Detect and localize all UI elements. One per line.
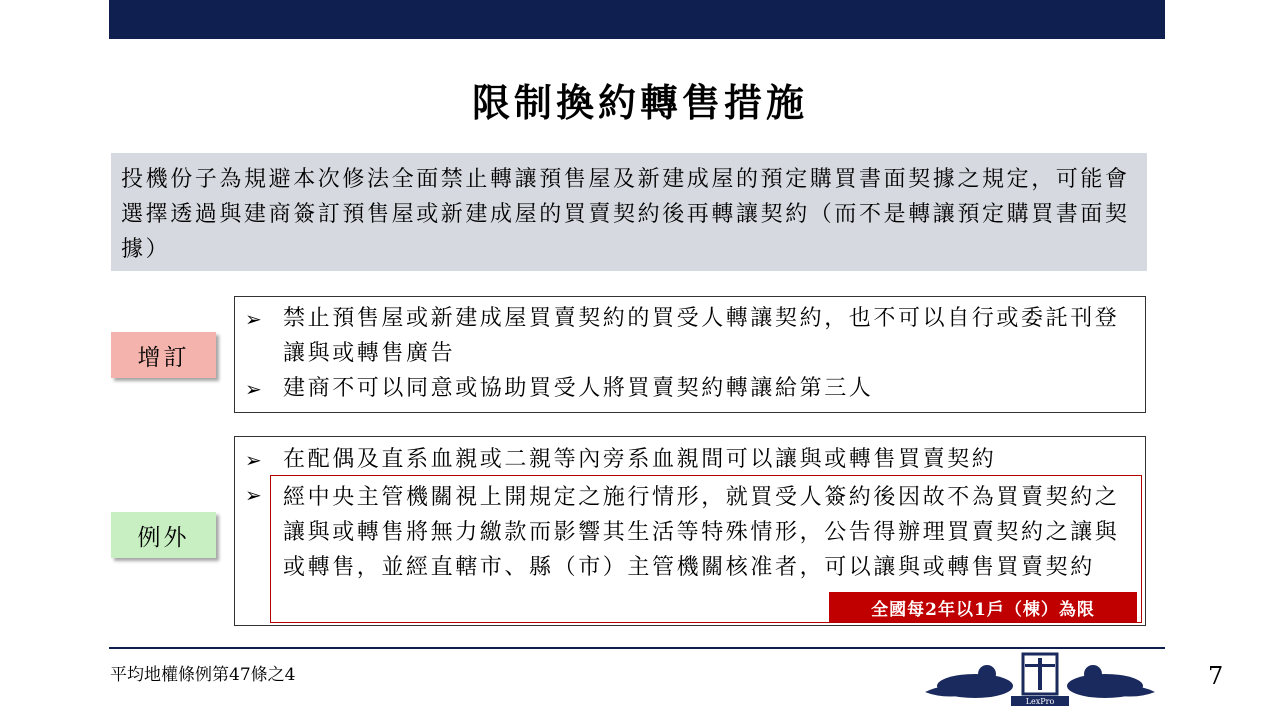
source-citation: 平均地權條例第47條之4: [110, 665, 296, 685]
page-number: 7: [1208, 662, 1224, 690]
exception-tag: 例外: [111, 512, 216, 558]
exception-box: [234, 436, 1146, 626]
bullet-arrow-icon: ➢: [245, 483, 262, 507]
limit-badge: 全國每2年以1戶（棟）為限: [829, 592, 1137, 622]
bullet-arrow-icon: ➢: [245, 448, 262, 472]
bullet-arrow-icon: ➢: [245, 377, 262, 401]
intro-panel: 投機份子為規避本次修法全面禁止轉讓預售屋及新建成屋的預定購買書面契據之規定，可能會選擇透過與建商簽訂預售屋或新建成屋的買賣契約後再轉讓契約（而不是轉讓預定購買書面契據）: [111, 153, 1147, 271]
exception-item-2: 經中央主管機關視上開規定之施行情形，就買受人簽約後因故不為買賣契約之讓與或轉售將無力繳款而影響其生活等特殊情形，公告得辦理買賣契約之讓與或轉售，並經直轄市、縣（市）主管機關核准者，可以讓與或轉售買賣契約: [283, 485, 1120, 580]
addition-item-2: 建商不可以同意或協助買受人將買賣契約轉讓給第三人: [283, 376, 874, 401]
addition-item-1: 禁止預售屋或新建成屋買賣契約的買受人轉讓契約，也不可以自行或委託刊登讓與或轉售廣告: [283, 306, 1120, 366]
header-bar: [109, 0, 1165, 39]
bullet-arrow-icon: ➢: [245, 307, 262, 331]
lexpro-logo-icon: [915, 652, 1165, 708]
logo-text: LexPro: [1025, 697, 1055, 706]
addition-box: [234, 296, 1146, 413]
addition-tag: 增訂: [111, 332, 216, 378]
footer-divider: [109, 647, 1165, 649]
exception-highlight-box: [270, 475, 1142, 623]
exception-item-1: 在配偶及直系血親或二親等內旁系血親間可以讓與或轉售買賣契約: [283, 447, 997, 472]
slide-title: 限制換約轉售措施: [471, 80, 808, 125]
